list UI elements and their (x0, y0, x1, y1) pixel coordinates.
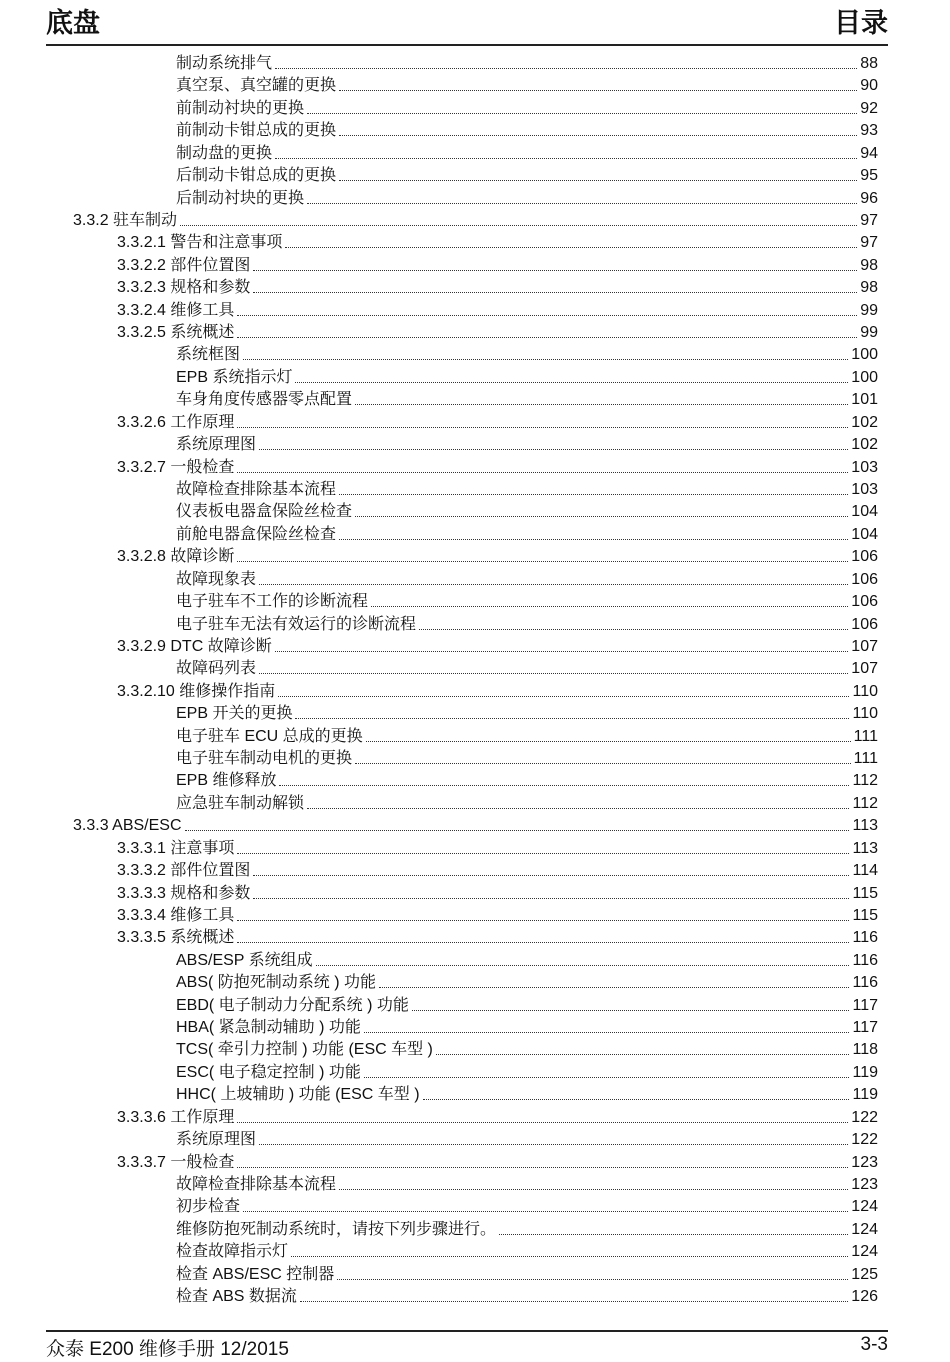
toc-entry-page: 100 (851, 346, 878, 364)
toc-entry[interactable] (176, 770, 878, 792)
toc-entry-title: 3.3.2 驻车制动 (73, 211, 178, 229)
toc-entry-page: 106 (851, 548, 878, 566)
toc-entry-title: 检查 ABS 数据流 (176, 1288, 297, 1306)
dot-leader (259, 584, 848, 585)
toc-entry-page: 111 (853, 750, 878, 768)
toc-entry-title: 3.3.3 ABS/ESC (73, 817, 182, 835)
toc-entry-title: 维修防抱死制动系统时，请按下列步骤进行。 (176, 1220, 497, 1238)
toc-entry-page: 124 (851, 1243, 878, 1261)
toc-entry[interactable] (117, 457, 878, 479)
toc-entry-page: 102 (851, 413, 878, 431)
toc-entry[interactable] (176, 434, 878, 456)
toc-entry[interactable] (176, 591, 878, 613)
toc-entry-title: 3.3.2.8 故障诊断 (117, 548, 235, 566)
toc-entry-page: 117 (852, 996, 878, 1014)
dot-leader (259, 1144, 848, 1145)
dot-leader (237, 472, 848, 473)
dot-leader (253, 292, 857, 293)
toc-entry-page: 112 (852, 772, 878, 790)
dot-leader (355, 763, 851, 764)
toc-entry[interactable] (117, 546, 878, 568)
toc-entry[interactable] (117, 681, 878, 703)
toc-entry-page: 93 (860, 122, 878, 140)
toc-entry[interactable] (176, 726, 878, 748)
toc-entry-page: 102 (851, 436, 878, 454)
toc-entry[interactable] (176, 703, 878, 725)
toc-entry-page: 103 (851, 480, 878, 498)
toc-entry[interactable] (176, 1219, 878, 1241)
dot-leader (180, 225, 857, 226)
toc-entry[interactable] (176, 1062, 878, 1084)
toc-entry-title: 3.3.3.4 维修工具 (117, 906, 235, 924)
toc-entry-page: 106 (851, 593, 878, 611)
toc-entry-title: TCS( 牵引力控制 ) 功能 (ESC 车型 ) (176, 1041, 433, 1059)
dot-leader (355, 516, 848, 517)
toc-entry-page: 119 (852, 1086, 878, 1104)
toc-entry-title: EPB 维修释放 (176, 772, 277, 790)
toc-entry-page: 113 (852, 817, 878, 835)
toc-entry-title: 3.3.2.1 警告和注意事项 (117, 234, 283, 252)
toc-entry[interactable] (176, 1084, 878, 1106)
dot-leader (337, 1279, 848, 1280)
toc-entry[interactable] (117, 883, 878, 905)
toc-entry-title: 后制动卡钳总成的更换 (176, 167, 337, 185)
toc-entry[interactable] (117, 255, 878, 277)
dot-leader (275, 158, 857, 159)
toc-entry-page: 118 (852, 1041, 878, 1059)
page-number: 3-3 (860, 1334, 888, 1355)
dot-leader (237, 1122, 848, 1123)
toc-entry-title: 3.3.2.3 规格和参数 (117, 279, 251, 297)
toc-entry-page: 92 (860, 99, 878, 117)
dot-leader (285, 247, 857, 248)
toc-entry[interactable] (176, 1241, 878, 1263)
toc-entry-page: 125 (851, 1265, 878, 1283)
dot-leader (237, 561, 848, 562)
toc-entry-page: 122 (851, 1131, 878, 1149)
toc-entry-title: EBD( 电子制动力分配系统 ) 功能 (176, 996, 409, 1014)
toc-entry-page: 124 (851, 1198, 878, 1216)
toc-entry-page: 107 (851, 660, 878, 678)
dot-leader (316, 965, 850, 966)
toc-entry[interactable] (117, 860, 878, 882)
toc-entry-title: 应急驻车制动解锁 (176, 794, 305, 812)
toc-entry[interactable] (176, 98, 878, 120)
dot-leader (185, 830, 850, 831)
toc-entry-page: 113 (852, 839, 878, 857)
toc-entry-page: 122 (851, 1108, 878, 1126)
page-title: 目录 (834, 8, 888, 38)
toc-entry-title: ABS( 防抱死制动系统 ) 功能 (176, 974, 377, 992)
dot-leader (339, 1189, 848, 1190)
toc-entry-title: 制动系统排气 (176, 55, 273, 72)
toc-entry-page: 104 (851, 525, 878, 543)
dot-leader (366, 741, 851, 742)
dot-leader (295, 382, 848, 383)
toc-entry-title: 3.3.3.5 系统概述 (117, 929, 235, 947)
toc-entry[interactable] (117, 412, 878, 434)
dot-leader (279, 785, 849, 786)
toc-entry[interactable] (176, 165, 878, 187)
page-footer (46, 1330, 888, 1362)
toc-entry[interactable] (176, 1129, 878, 1151)
toc-entry-title: 电子驻车 ECU 总成的更换 (176, 727, 363, 745)
dot-leader (300, 1301, 848, 1302)
dot-leader (275, 68, 857, 69)
toc-entry[interactable] (176, 1039, 878, 1061)
toc-entry-title: 故障检查排除基本流程 (176, 480, 337, 498)
toc-entry-page: 98 (860, 279, 878, 297)
toc-entry[interactable] (176, 120, 878, 142)
toc-entry-page: 98 (860, 256, 878, 274)
toc-entry-page: 119 (852, 1063, 878, 1081)
toc-entry-page: 114 (852, 862, 878, 880)
toc-entry-page: 99 (860, 324, 878, 342)
toc-entry[interactable] (176, 188, 878, 210)
dot-leader (237, 942, 849, 943)
toc-entry-page: 107 (851, 637, 878, 655)
toc-entry-title: 故障现象表 (176, 570, 257, 588)
toc-entry-page: 96 (860, 189, 878, 207)
toc-entry[interactable] (176, 344, 878, 366)
dot-leader (275, 651, 849, 652)
toc-entry[interactable] (176, 569, 878, 591)
toc-entry[interactable] (176, 658, 878, 680)
toc-entry[interactable] (176, 524, 878, 546)
toc-entry[interactable] (117, 636, 878, 658)
dot-leader (412, 1010, 850, 1011)
dot-leader (243, 1211, 848, 1212)
toc-entry-title: 车身角度传感器零点配置 (176, 391, 353, 409)
toc-entry-page: 94 (860, 144, 878, 162)
toc-entry-title: 系统原理图 (176, 1131, 257, 1149)
dot-leader (364, 1032, 850, 1033)
toc-entry[interactable] (176, 143, 878, 165)
dot-leader (355, 404, 848, 405)
toc-entry-page: 126 (851, 1288, 878, 1306)
toc-entry-page: 103 (851, 458, 878, 476)
toc-entry-title: 3.3.2.7 一般检查 (117, 458, 235, 476)
toc-entry-title: 仪表板电器盒保险丝检查 (176, 503, 353, 521)
dot-leader (364, 1077, 850, 1078)
toc-entry[interactable] (176, 748, 878, 770)
toc-entry-page: 115 (852, 906, 878, 924)
manual-title: 众泰 E200 维修手册 12/2015 (46, 1339, 289, 1360)
dot-leader (307, 113, 857, 114)
toc-entry-title: 初步检查 (176, 1198, 241, 1216)
dot-leader (307, 203, 857, 204)
dot-leader (259, 673, 848, 674)
toc-entry-page: 97 (860, 211, 878, 229)
toc-entry[interactable] (176, 479, 878, 501)
toc-entry[interactable] (176, 1196, 878, 1218)
toc-entry[interactable] (176, 1174, 878, 1196)
toc-entry-title: 3.3.3.6 工作原理 (117, 1108, 235, 1126)
toc-entry-title: 3.3.2.2 部件位置图 (117, 256, 251, 274)
dot-leader (253, 875, 849, 876)
toc-entry-page: 90 (860, 77, 878, 95)
toc-entry-page: 97 (860, 234, 878, 252)
toc-entry[interactable] (176, 75, 878, 97)
toc-entry-page: 116 (852, 974, 878, 992)
dot-leader (237, 1167, 848, 1168)
toc-entry-title: 前舱电器盒保险丝检查 (176, 525, 337, 543)
toc-entry-page: 106 (851, 615, 878, 633)
toc-entry-page: 123 (851, 1176, 878, 1193)
toc-entry-page: 115 (852, 884, 878, 902)
toc-entry-page: 106 (851, 570, 878, 588)
dot-leader (419, 629, 848, 630)
toc-entry[interactable] (176, 614, 878, 636)
toc-entry-page: 110 (852, 705, 878, 723)
toc-entry[interactable] (176, 1017, 878, 1039)
toc-entry[interactable] (176, 367, 878, 389)
toc-entry-title: 系统原理图 (176, 436, 257, 454)
dot-leader (253, 270, 857, 271)
toc-entry[interactable] (117, 927, 878, 949)
toc-entry-title: 检查故障指示灯 (176, 1243, 289, 1261)
toc-entry[interactable] (117, 300, 878, 322)
toc-entry[interactable] (176, 793, 878, 815)
toc-entry-title: 3.3.2.9 DTC 故障诊断 (117, 637, 272, 655)
dot-leader (237, 920, 849, 921)
toc-entry-title: 前制动卡钳总成的更换 (176, 122, 337, 140)
toc-entry[interactable] (176, 972, 878, 994)
page-header (46, 4, 888, 46)
toc-entry[interactable] (176, 1286, 878, 1308)
toc-entry-title: EPB 开关的更换 (176, 705, 293, 723)
toc-entry-title: 电子驻车制动电机的更换 (176, 750, 353, 768)
dot-leader (339, 494, 848, 495)
dot-leader (371, 606, 848, 607)
toc-entry-title: 3.3.2.6 工作原理 (117, 413, 235, 431)
dot-leader (259, 449, 848, 450)
dot-leader (237, 337, 857, 338)
toc-entry-title: 故障码列表 (176, 660, 257, 678)
toc-entry[interactable] (117, 1152, 878, 1174)
toc-entry[interactable] (176, 995, 878, 1017)
toc-entry[interactable] (176, 389, 878, 411)
dot-leader (237, 315, 857, 316)
toc-entry[interactable] (73, 815, 878, 837)
toc-entry-page: 95 (860, 167, 878, 185)
toc-entry[interactable] (117, 232, 878, 254)
toc-entry-page: 124 (851, 1220, 878, 1238)
toc-entry-title: 故障检查排除基本流程 (176, 1176, 337, 1193)
toc-entry-page: 110 (852, 682, 878, 700)
toc-entry[interactable] (176, 1264, 878, 1286)
dot-leader (499, 1234, 848, 1235)
toc-entry[interactable] (176, 950, 878, 972)
toc-entry[interactable] (117, 277, 878, 299)
dot-leader (237, 853, 849, 854)
toc-entry[interactable] (176, 501, 878, 523)
dot-leader (339, 90, 857, 91)
toc-entry-page: 100 (851, 368, 878, 386)
toc-entry-title: 系统框图 (176, 346, 241, 364)
toc-entry-title: 3.3.2.4 维修工具 (117, 301, 235, 319)
dot-leader (291, 1256, 848, 1257)
toc-entry[interactable] (117, 322, 878, 344)
toc-entry-title: 3.3.3.2 部件位置图 (117, 862, 251, 880)
toc-entry-title: ABS/ESP 系统组成 (176, 951, 313, 969)
toc-entry[interactable] (117, 838, 878, 860)
toc-entry-title: 后制动衬块的更换 (176, 189, 305, 207)
dot-leader (237, 427, 848, 428)
dot-leader (436, 1054, 850, 1055)
toc-entry-title: 3.3.3.3 规格和参数 (117, 884, 251, 902)
toc-entry-page: 123 (851, 1153, 878, 1171)
toc-entry-title: HBA( 紧急制动辅助 ) 功能 (176, 1019, 361, 1037)
toc-entry-page: 88 (860, 55, 878, 72)
dot-leader (379, 987, 849, 988)
toc-entry-page: 99 (860, 301, 878, 319)
toc-entry-title: 前制动衬块的更换 (176, 99, 305, 117)
toc-entry[interactable] (176, 53, 878, 75)
toc-entry-title: ESC( 电子稳定控制 ) 功能 (176, 1063, 361, 1081)
toc-entry-title: 电子驻车不工作的诊断流程 (176, 593, 369, 611)
dot-leader (243, 359, 848, 360)
dot-leader (423, 1099, 850, 1100)
toc-entry-page: 116 (852, 951, 878, 969)
toc-entry-title: 制动盘的更换 (176, 144, 273, 162)
dot-leader (253, 898, 849, 899)
toc-entry-title: 3.3.2.10 维修操作指南 (117, 682, 276, 700)
dot-leader (339, 180, 857, 181)
toc-entry-title: 检查 ABS/ESC 控制器 (176, 1265, 335, 1283)
toc-entry[interactable] (73, 210, 878, 232)
toc-entry-title: 真空泵、真空罐的更换 (176, 77, 337, 95)
toc-entry[interactable] (117, 1107, 878, 1129)
toc-entry[interactable] (117, 905, 878, 927)
toc-entry-title: EPB 系统指示灯 (176, 368, 293, 386)
toc-entry-page: 116 (852, 929, 878, 947)
toc-entry-title: 3.3.3.7 一般检查 (117, 1153, 235, 1171)
dot-leader (307, 808, 849, 809)
toc-entry-page: 111 (853, 727, 878, 745)
toc-entry-title: 3.3.3.1 注意事项 (117, 839, 235, 857)
dot-leader (278, 696, 849, 697)
toc-entry-title: 3.3.2.5 系统概述 (117, 324, 235, 342)
dot-leader (295, 718, 849, 719)
toc-entry-title: 电子驻车无法有效运行的诊断流程 (176, 615, 417, 633)
toc-entry-page: 104 (851, 503, 878, 521)
toc-entry-page: 112 (852, 794, 878, 812)
section-title: 底盘 (46, 8, 100, 38)
toc-entry-title: HHC( 上坡辅助 ) 功能 (ESC 车型 ) (176, 1086, 420, 1104)
dot-leader (339, 135, 857, 136)
dot-leader (339, 539, 848, 540)
toc-entry-page: 117 (852, 1019, 878, 1037)
toc-entry-page: 101 (851, 391, 878, 409)
